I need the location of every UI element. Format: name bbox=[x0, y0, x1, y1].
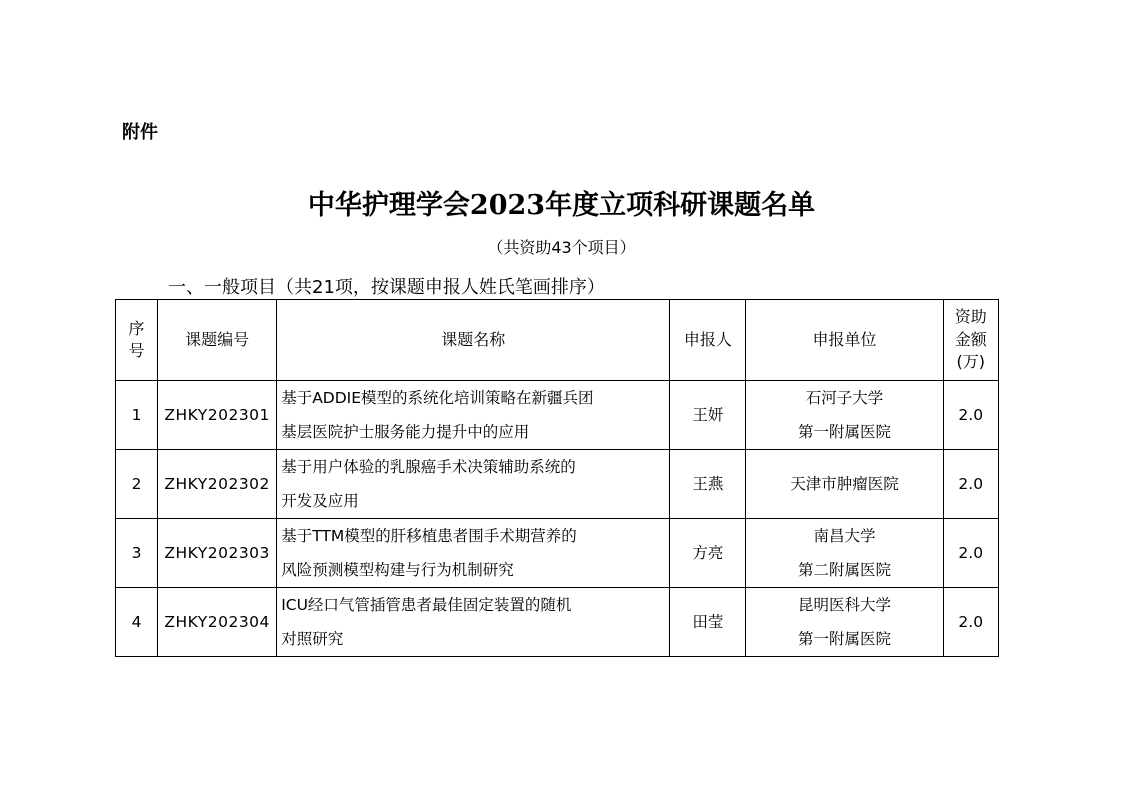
row-unit bbox=[746, 450, 943, 519]
table-row bbox=[116, 450, 999, 519]
row-person: 王妍 bbox=[670, 381, 746, 450]
project-table bbox=[115, 299, 999, 657]
row-unit bbox=[746, 381, 943, 450]
row-unit-line1: 南昌大学 bbox=[813, 527, 876, 545]
row-unit-line1: 天津市肿瘤医院 bbox=[790, 475, 899, 493]
row-name-line1: ICU经口气管插管患者最佳固定装置的随机 bbox=[281, 596, 572, 614]
row-unit bbox=[746, 588, 943, 657]
row-name-line2: 对照研究 bbox=[281, 630, 344, 648]
row-no: 4 bbox=[116, 588, 158, 657]
row-unit-line1: 石河子大学 bbox=[805, 389, 884, 407]
section-heading: 一、一般项目（共21项，按课题申报人姓氏笔画排序） bbox=[168, 277, 605, 298]
header-amount-line1: 资助 bbox=[954, 307, 987, 327]
row-name-line1: 基于ADDIE模型的系统化培训策略在新疆兵团 bbox=[281, 389, 594, 407]
row-name-line2: 风险预测模型构建与行为机制研究 bbox=[281, 561, 514, 579]
row-unit-line2: 第一附属医院 bbox=[797, 423, 891, 441]
row-name-line1: 基于用户体验的乳腺癌手术决策辅助系统的 bbox=[281, 458, 576, 476]
row-no: 3 bbox=[116, 519, 158, 588]
header-no-line2: 号 bbox=[128, 341, 145, 360]
header-code: 课题编号 bbox=[158, 300, 277, 381]
header-no-line1: 序 bbox=[128, 318, 145, 338]
row-amount: 2.0 bbox=[943, 381, 998, 450]
row-person: 王燕 bbox=[670, 450, 746, 519]
row-amount: 2.0 bbox=[943, 588, 998, 657]
row-name bbox=[277, 450, 670, 519]
header-amount bbox=[943, 300, 998, 381]
row-name bbox=[277, 519, 670, 588]
row-name-line2: 开发及应用 bbox=[281, 492, 359, 510]
row-code: ZHKY202302 bbox=[158, 450, 277, 519]
header-unit: 申报单位 bbox=[746, 300, 943, 381]
table-row bbox=[116, 381, 999, 450]
row-no: 1 bbox=[116, 381, 158, 450]
header-person: 申报人 bbox=[670, 300, 746, 381]
row-amount: 2.0 bbox=[943, 519, 998, 588]
row-name bbox=[277, 588, 670, 657]
row-name-line2: 基层医院护士服务能力提升中的应用 bbox=[281, 423, 530, 441]
attachment-label: 附件 bbox=[122, 122, 158, 143]
row-person: 田莹 bbox=[670, 588, 746, 657]
row-amount: 2.0 bbox=[943, 450, 998, 519]
document-title: 中华护理学会2023年度立项科研课题名单 bbox=[307, 190, 816, 221]
row-person: 方亮 bbox=[670, 519, 746, 588]
document-subtitle: （共资助43个项目） bbox=[487, 238, 636, 257]
row-code: ZHKY202303 bbox=[158, 519, 277, 588]
header-amount-line2: 金额 bbox=[954, 329, 987, 349]
row-unit-line2: 第一附属医院 bbox=[797, 630, 891, 648]
row-name bbox=[277, 381, 670, 450]
row-name-line1: 基于TTM模型的肝移植患者围手术期营养的 bbox=[281, 527, 577, 545]
header-name: 课题名称 bbox=[277, 300, 670, 381]
row-unit-line1: 昆明医科大学 bbox=[797, 596, 891, 614]
row-code: ZHKY202301 bbox=[158, 381, 277, 450]
header-no bbox=[116, 300, 158, 381]
table-row bbox=[116, 519, 999, 588]
table-row bbox=[116, 588, 999, 657]
header-amount-line3: (万) bbox=[956, 352, 985, 372]
table-header-row bbox=[116, 300, 999, 381]
row-unit bbox=[746, 519, 943, 588]
row-code: ZHKY202304 bbox=[158, 588, 277, 657]
row-no: 2 bbox=[116, 450, 158, 519]
row-unit-line2: 第二附属医院 bbox=[797, 561, 891, 579]
